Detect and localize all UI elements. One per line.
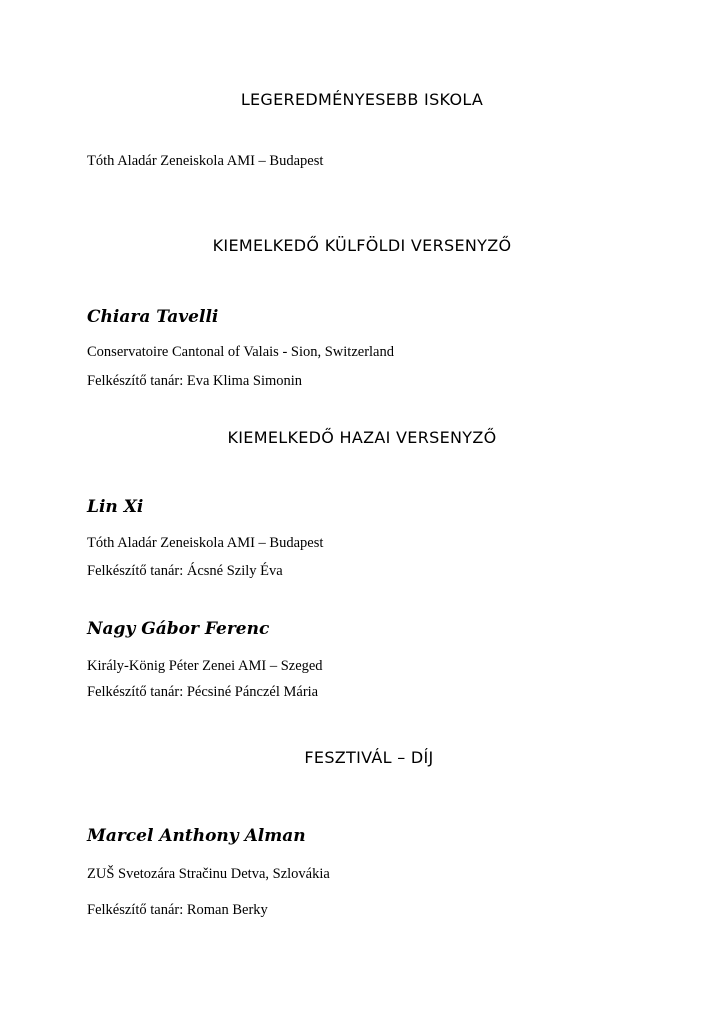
competitor-institution: Tóth Aladár Zeneiskola AMI – Budapest (87, 535, 324, 551)
competitor-name: Nagy Gábor Ferenc (87, 619, 270, 639)
heading-festival-prize: FESZTIVÁL – DÍJ (304, 748, 434, 767)
competitor-name: Lin Xi (87, 497, 144, 517)
competitor-institution: Király-König Péter Zenei AMI – Szeged (87, 658, 323, 674)
heading-domestic-competitor: KIEMELKEDŐ HAZAI VERSENYZŐ (227, 428, 497, 447)
competitor-name: Chiara Tavelli (87, 307, 219, 327)
competitor-teacher: Felkészítő tanár: Eva Klima Simonin (87, 373, 303, 389)
competitor-institution: Conservatoire Cantonal of Valais - Sion, Switzerland (87, 344, 394, 360)
best-school-name: Tóth Aladár Zeneiskola AMI – Budapest (87, 153, 324, 169)
heading-foreign-competitor: KIEMELKEDŐ KÜLFÖLDI VERSENYZŐ (212, 236, 512, 255)
competitor-teacher: Felkészítő tanár: Ácsné Szily Éva (87, 563, 283, 579)
competitor-teacher: Felkészítő tanár: Pécsiné Pánczél Mária (87, 684, 319, 700)
competitor-teacher: Felkészítő tanár: Roman Berky (87, 902, 268, 918)
heading-best-school: LEGEREDMÉNYESEBB ISKOLA (240, 90, 484, 109)
competitor-name: Marcel Anthony Alman (87, 826, 306, 846)
competitor-institution: ZUŠ Svetozára Stračinu Detva, Szlovákia (87, 866, 330, 882)
